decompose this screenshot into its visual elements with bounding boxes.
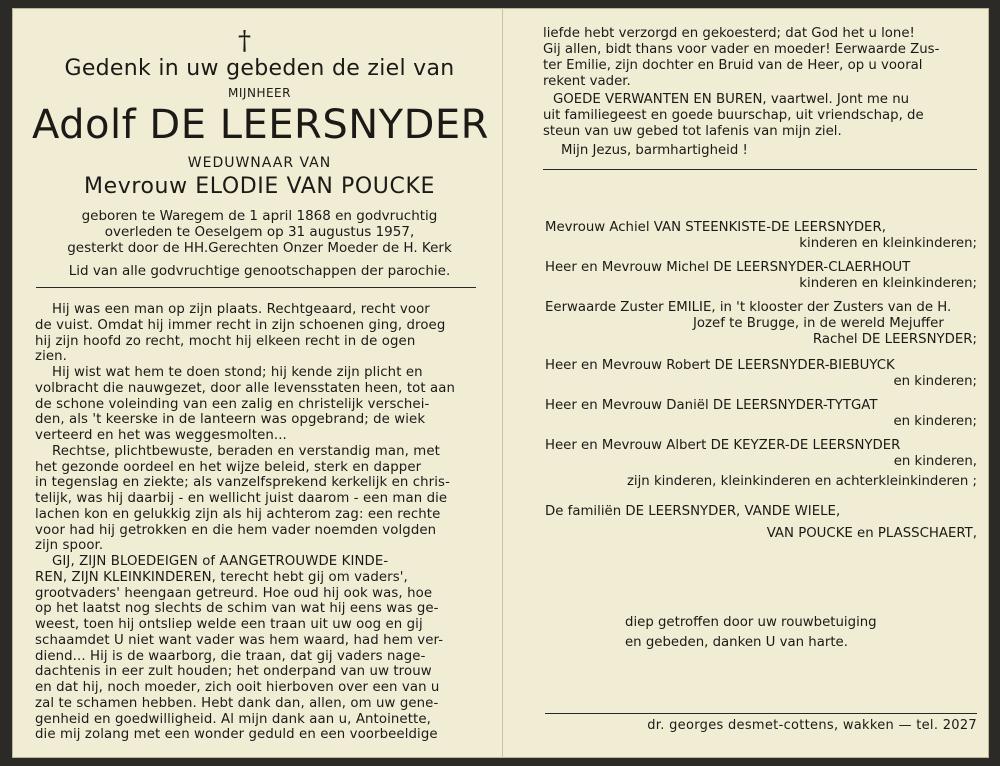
family-line: De familiën DE LEERSNYDER, VANDE WIELE, bbox=[545, 504, 841, 519]
footer-divider bbox=[545, 713, 977, 714]
closing-line: Mijn Jezus, barmhartigheid ! bbox=[561, 143, 748, 158]
biography-line: voor had hij getrokken en die hem vader noemden volgden bbox=[35, 522, 437, 538]
family-line: en kinderen; bbox=[893, 414, 977, 429]
closing-line: uit familiegeest en goede buurschap, uit vriendschap, de bbox=[543, 108, 924, 123]
biography-line: lachen kon en gelukkig zijn als hij achterom zag: een rechte bbox=[35, 506, 441, 522]
biography-line: het gezonde oordeel en het wijze beleid, sterk en dapper bbox=[35, 459, 422, 475]
biography-line: die mij zolang met een wonder geduld en een voorbeeldige bbox=[35, 727, 438, 743]
biography-line: REN, ZIJN KLEINKINDEREN, terecht hebt gij om vaders', bbox=[35, 569, 408, 585]
biography-line: verteerd en het was weggesmolten... bbox=[35, 428, 287, 443]
birth-line: geboren te Waregem de 1 april 1868 en godvruchtig bbox=[81, 208, 438, 224]
right-panel bbox=[503, 8, 989, 758]
family-line: Jozef te Brugge, in de wereld Mejuffer bbox=[693, 316, 944, 331]
family-line: Rachel DE LEERSNYDER; bbox=[812, 332, 977, 347]
memorial-card bbox=[12, 8, 989, 758]
biography-line: dachtenis in eer zult houden; het onderpand van uw trouw bbox=[35, 664, 432, 680]
thanks-line: diep getroffen door uw rouwbetuiging bbox=[625, 615, 877, 630]
family-line: kinderen en kleinkinderen; bbox=[799, 276, 977, 291]
family-line: kinderen en kleinkinderen; bbox=[799, 236, 977, 251]
biography-line: weest, toen hij ontsliep welde een traan uit uw oog en gij bbox=[35, 617, 423, 632]
closing-line: GOEDE VERWANTEN EN BUREN, vaartwel. Jont me nu bbox=[553, 92, 910, 107]
family-line: en kinderen; bbox=[893, 374, 977, 389]
family-line: VAN POUCKE en PLASSCHAERT, bbox=[766, 526, 977, 541]
biography-line: Hij was een man op zijn plaats. Rechtgeaard, recht voor bbox=[52, 302, 430, 317]
left-panel bbox=[12, 8, 502, 758]
closing-line: steun van uw gebed tot lafenis van mijn ziel. bbox=[543, 124, 842, 139]
printer-credit: dr. georges desmet-cottens, wakken — tel. 2027 bbox=[647, 718, 977, 733]
family-line: Heer en Mevrouw Robert DE LEERSNYDER-BIEBUYCK bbox=[545, 358, 895, 373]
biography-line: den, als 't keerske in de lanteern was opgebrand; de wiek bbox=[35, 412, 426, 428]
closing-line: ter Emilie, zijn dochter en Bruid van de Heer, op u vooral bbox=[543, 58, 923, 73]
family-line: Mevrouw Achiel VAN STEENKISTE-DE LEERSNYDER, bbox=[545, 220, 886, 235]
biography-line: en dat hij, noch moeder, zich ooit hierboven over een van u bbox=[35, 680, 440, 695]
family-line: Heer en Mevrouw Albert DE KEYZER-DE LEERSNYDER bbox=[545, 438, 901, 453]
spouse-name: Mevrouw ELODIE VAN POUCKE bbox=[83, 174, 435, 199]
biography-line: diend... Hij is de waarborg, die traan, dat gij vaders nage- bbox=[35, 648, 426, 664]
divider bbox=[36, 287, 476, 288]
biography-line: zal te schamen hebben. Hebt dank dan, allen, om uw gene- bbox=[35, 695, 439, 711]
sacraments-line: gesterkt door de HH.Gerechten Onzer Moeder de H. Kerk bbox=[67, 240, 452, 256]
biography-line: de vuist. Omdat hij immer recht in zijn schoenen ging, droeg bbox=[35, 317, 446, 333]
closing-line: rekent vader. bbox=[543, 74, 631, 89]
remembrance-heading: Gedenk in uw gebeden de ziel van bbox=[64, 56, 455, 81]
closing-line: Gij allen, bidt thans voor vader en moeder! Eerwaarde Zus- bbox=[543, 42, 940, 57]
thanks-line: en gebeden, danken U van harte. bbox=[625, 635, 848, 650]
death-line: overleden te Oeselgem op 31 augustus 1957, bbox=[104, 224, 415, 240]
biography-line: Hij wist wat hem te doen stond; hij kende zijn plicht en bbox=[52, 365, 423, 380]
biography-line: in tegenslag en ziekte; als vanzelfsprekend kerkelijk en chris- bbox=[35, 475, 450, 491]
family-line: Heer en Mevrouw Michel DE LEERSNYDER-CLAERHOUT bbox=[545, 260, 911, 275]
biography-line: schaamdet U niet want vader was hem waard, had hem ver- bbox=[35, 632, 444, 648]
family-line: zijn kinderen, kleinkinderen en achterkleinkinderen ; bbox=[626, 474, 977, 489]
biography-line: GIJ, ZIJN BLOEDEIGEN of AANGETROUWDE KINDE- bbox=[52, 554, 389, 569]
family-line: Eerwaarde Zuster EMILIE, in 't klooster der Zusters van de H. bbox=[545, 300, 952, 315]
family-line: en kinderen, bbox=[893, 454, 977, 469]
biography-line: telijk, was hij daarbij - en wellicht juist daarom - een man die bbox=[35, 491, 448, 506]
family-line: Heer en Mevrouw Daniël DE LEERSNYDER-TYTGAT bbox=[545, 398, 878, 413]
biography-line: op het laatst nog slechts de schim van wat hij eens was ge- bbox=[35, 601, 439, 617]
biography-line: grootvaders' heengaan getreurd. Hoe oud hij ook was, hoe bbox=[35, 585, 433, 601]
biography-line: zien. bbox=[35, 349, 68, 365]
biography-line: volbracht die nauwgezet, door alle levensstaten heen, tot aan bbox=[35, 380, 456, 396]
biography-line: genheid en goedwilligheid. Al mijn dank aan u, Antoinette, bbox=[35, 711, 431, 727]
biography-line: de schone voleinding van een zalig en christelijk verschei- bbox=[35, 396, 430, 412]
honorific: MIJNHEER bbox=[228, 86, 291, 100]
cross-icon: † bbox=[238, 26, 251, 56]
biography-line: Rechtse, plichtbewuste, beraden en verstandig man, met bbox=[52, 443, 440, 459]
deceased-name: Adolf DE LEERSNYDER bbox=[32, 102, 489, 148]
membership-line: Lid van alle godvruchtige genootschappen der parochie. bbox=[68, 263, 451, 279]
closing-line: liefde hebt verzorgd en gekoesterd; dat God het u lone! bbox=[543, 26, 915, 41]
biography-line: hij zijn hoofd zo recht, mocht hij elkeen recht in de ogen bbox=[35, 333, 416, 349]
divider bbox=[543, 169, 977, 170]
biography-line: zijn spoor. bbox=[35, 538, 104, 554]
widower-label: WEDUWNAAR VAN bbox=[187, 155, 332, 171]
